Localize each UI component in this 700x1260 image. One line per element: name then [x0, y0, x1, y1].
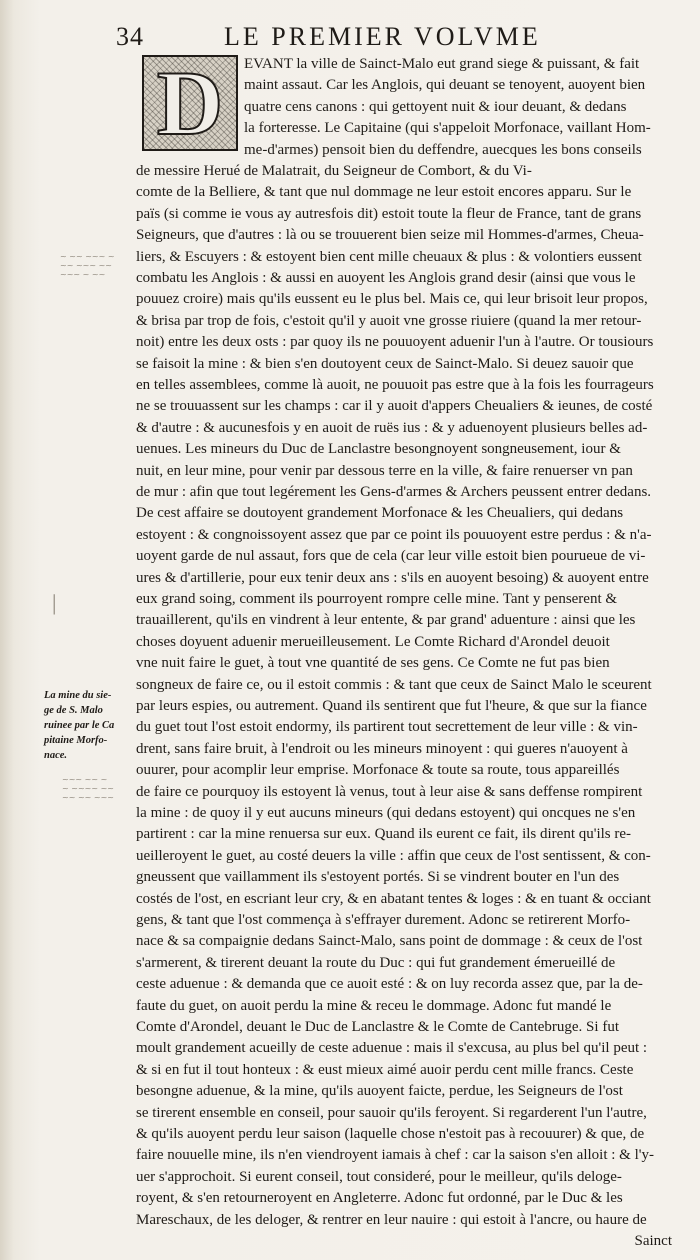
marginal-note-line: pitaine Morfo- — [44, 735, 108, 746]
page-header — [116, 22, 676, 52]
text-line: songneux de faire ce, ou il estoit commis : & tant que ceux de Sainct Malo le sceurent — [136, 676, 652, 693]
text-line: uer s'approchoit. Si eurent conseil, tout consideré, pour le meilleur, qu'ils deloge- — [136, 1168, 622, 1185]
text-line: Comte d'Arondel, deuant le Duc de Lanclastre & le Comte de Cantebruge. Si fut — [136, 1019, 619, 1035]
text-line: de faire ce pourquoy ils estoyent là venus, tout à leur aise & sans deffense rompirent — [136, 783, 643, 800]
text-line: eux grand soing, comment ils pourroyent rompre celle mine. Tant y penserent & — [136, 591, 618, 607]
text-line: De cest affaire se doutoyent grandement Morfonace & les Cheualiers, qui dedans — [136, 505, 624, 522]
text-line: quatre cens canons : qui gettoyent nuit & iour deuant, & dedans — [244, 98, 627, 115]
decorated-initial-letter — [142, 52, 238, 154]
text-line: gens, & tant que l'ost commença à s'effrayer durement. Adonc se retirerent Morfo- — [136, 912, 631, 928]
text-line: ures & d'artillerie, pour eux tenir deux ans : s'ils en auoyent besoing) & auoyent entre — [136, 569, 649, 586]
text-line: moult grandement acueilly de ceste aduenue : mais il s'excusa, au plus bel qu'il peut : — [136, 1040, 648, 1057]
text-line: se tirerent ensemble en conseil, pour sauoir qu'ils feroyent. Si regarderent l'un l'autre, — [136, 1104, 647, 1121]
text-line: uenues. Les mineurs du Duc de Lanclastre besongnoyent songneusement, iour & — [136, 441, 621, 458]
text-line: de messire Herué de Malatrait, du Seigneur de Combort, & du Vi- — [136, 163, 532, 179]
text-line: EVANT la ville de Sainct-Malo eut grand siege & puissant, & fait — [244, 56, 640, 72]
text-line: ceste aduenue : & demanda que ce auoit esté : & on luy recorda assez que, par la de- — [136, 976, 643, 993]
text-line: besongne aduenue, & la mine, qu'ils auoyent faicte, perdue, les Seigneurs de l'ost — [136, 1083, 623, 1100]
text-line: du guet tout l'ost estoit endormy, ils partirent tout secrettement de leur ville : & vin- — [136, 719, 638, 736]
text-line: & d'autre : & aucunesfois y en auoit de ruës ius : & y aduenoyent plusieurs belles ad- — [136, 419, 648, 436]
text-line: la forteresse. Le Capitaine (qui s'appeloit Morfonace, vaillant Hom- — [244, 120, 651, 137]
manuscript-marginal-note: ~~~ ~~ ~ ~ ~~~~ ~~ ~~ ~~ ~~~ — [62, 775, 115, 802]
text-line: trauaillerent, qu'ils en vindrent à leur entente, & par grand' aduenture : ainsi que les — [136, 612, 636, 629]
text-line: choses doyuent aduenir merueilleusement. Le Comte Richard d'Arondel deuoit — [136, 633, 610, 650]
text-line: Mareschaux, de les deloger, & rentrer en leur nauire : qui estoit à l'ancre, ou haure de — [136, 1211, 647, 1228]
text-line: & si en fut il tout honteux : & eust mieux aimé auoir perdu cent mille francs. Ceste — [136, 1061, 634, 1078]
text-line: gneussent que vaillamment ils s'estoyent portés. Si se vindrent bouter en l'un des — [136, 869, 620, 886]
text-line: ouurer, pour acomplir leur emprise. Morfonace & toute sa route, tous appareillés — [136, 762, 620, 779]
page-number: 34 — [116, 22, 144, 51]
text-line: & brisa par trop de fois, c'estoit qu'il y auoit vne grosse riuiere (quand la mer retour- — [136, 312, 642, 329]
margin-bracket-mark: | — [52, 590, 57, 615]
text-line: costés de l'ost, en escriant leur cry, & en abatant tentes & loges : & en tuant & occiant — [136, 890, 651, 907]
text-line: se faisoit la mine : & bien s'en doutoyent ceux de Sainct-Malo. Si deuez sauoir que — [136, 355, 634, 372]
text-line: Sainct — [634, 1233, 672, 1249]
text-line: maint assaut. Car les Anglois, qui deuant se tenoyent, auoyent bien — [244, 77, 646, 94]
marginal-note — [44, 688, 134, 763]
text-line: pouuez croire) mais qu'ils eussent eu le plus bel. Mais ce, qui leur brisoit leur propos, — [136, 291, 648, 308]
text-line: nuit, en leur mine, pour venir par dessous terre en la ville, & faire renuerser vn pan — [136, 462, 633, 479]
text-line: comte de la Belliere, & tant que nul dommage ne leur estoit encores apparu. Sur le — [136, 184, 632, 201]
text-line: ne se trouuassent sur les champs : car il y auoit d'appers Cheualiers & ieunes, de costé — [136, 398, 653, 415]
text-line: combatu les Anglois : & aussi en auoyent les Anglois grand desir (ainsi que vous le — [136, 270, 636, 286]
initial-letter: D — [156, 52, 224, 154]
running-title: LE PREMIER VOLVME — [224, 22, 541, 51]
text-line: & qu'ils auoyent perdu leur saison (laquelle chose n'estoit pas à recouurer) & que, de — [136, 1126, 645, 1142]
marginal-note-line: La mine du sie- — [44, 690, 112, 701]
text-line: la mine : de quoy il y eut aucuns mineurs (qui dedans estoyent) qui oncques ne s'en — [136, 805, 636, 821]
text-line: ueilleroyent le guet, au costé deuers la ville : affin que ceux de l'ost sentissent, & con- — [136, 847, 651, 864]
text-line: vne nuit faire le guet, à tout vne quantité de ses gens. Ce Comte ne fut pas bien — [136, 655, 610, 672]
text-line: estoyent : & congnoissoyent assez que par ce point ils pouuoyent estre perdus : & n'a- — [136, 526, 652, 543]
text-line: faute du guet, on auoit perdu la mine & receu le dommage. Adonc fut mandé le — [136, 997, 612, 1014]
text-line: drent, sans faire bruit, à l'endroit ou les mineurs minoyent : qui gueres n'auoyent à — [136, 740, 628, 757]
text-line: liers, & Escuyers : & estoyent bien cent mille cheuaux & plus : & volontiers eussent — [136, 248, 642, 265]
text-line: par leurs espies, ou autrement. Quand ils sentirent que fut l'heure, & que sur la fiance — [136, 698, 647, 714]
text-line: s'armerent, & tirerent deuant la route du Duc : qui fut grandement émerueillé de — [136, 954, 616, 971]
text-line: uoyent garde de nul assaut, fors que de cela (car leur ville estoit bien pourueue de vi- — [136, 548, 646, 565]
text-line: noit) entre les deux osts : par quoy ils ne pouuoyent aduenir l'un à l'autre. Or tousiours — [136, 334, 654, 351]
marginal-note-line: ge de S. Malo — [44, 705, 103, 716]
text-line: païs (si comme ie vous ay autresfois dit) estoit toute la fleur de France, tant de grans — [136, 205, 642, 222]
text-line: partirent : car la mine renuersa sur eux. Quand ils eurent ce fait, ils dirent qu'ils re- — [136, 826, 632, 843]
manuscript-marginal-note: ~ ~~ ~~~ ~ ~~ ~~~ ~~ ~~~ ~ ~~ — [60, 252, 115, 279]
text-line: royent, & s'en retourneroyent en Angleterre. Adonc fut ordonné, par le Duc & les — [136, 1190, 623, 1207]
text-line: Seigneurs, que d'autres : là ou se trouuerent bien seize mil Hommes-d'armes, Cheua- — [136, 227, 644, 244]
marginal-note-line: nace. — [44, 750, 68, 761]
text-line: me-d'armes) pensoit bien du deffendre, auecques les bons conseils — [244, 141, 642, 158]
marginal-note-line: ruinee par le Ca — [44, 720, 115, 731]
text-line: de mur : afin que tout legérement les Gens-d'armes & Archers peussent entrer dedans. — [136, 484, 652, 500]
text-line: nace & sa compaignie dedans Sainct-Malo, sans point de dommage : & ceux de l'ost — [136, 933, 643, 950]
text-line: en telles assemblees, comme là auoit, ne pouuoit pas estre que à la fois les fourrageurs — [136, 377, 654, 393]
text-line: faire nouuelle mine, ils n'en viendroyent iamais à chef : car la saison s'en alloit : & l'y- — [136, 1147, 654, 1164]
